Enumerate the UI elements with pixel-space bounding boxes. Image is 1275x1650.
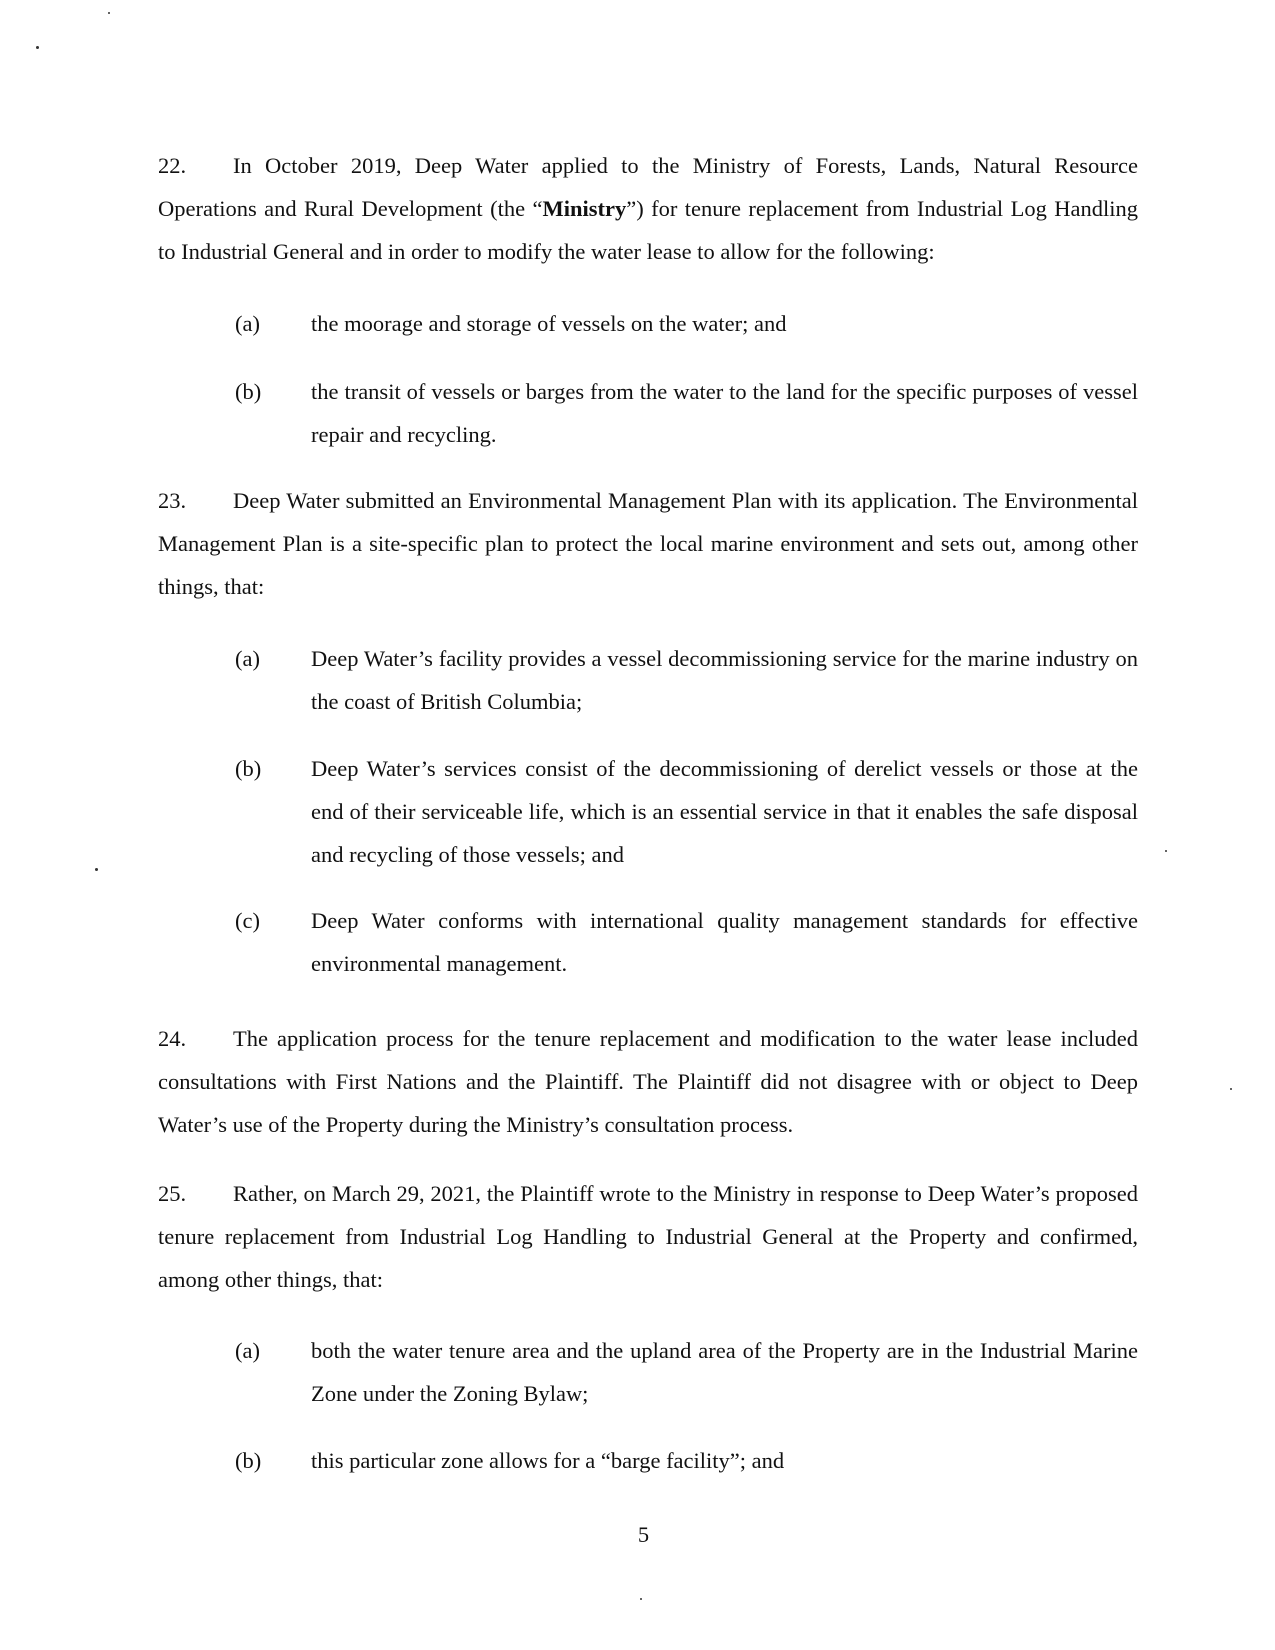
subitem-text: Deep Water conforms with international quality management standards for effective environmental management. [311, 908, 1138, 976]
page-number: 5 [637, 1522, 650, 1547]
subitem-text: Deep Water’s services consist of the decommissioning of derelict vessels or those at the end of their serviceable life, which is an essential service in that it enables the safe disposal and recycling of those vessels; and [311, 756, 1138, 867]
subitem-22a [235, 303, 1138, 346]
subitem-label: (b) [235, 756, 262, 781]
paragraph-23 [158, 480, 1138, 608]
subitem-label: (b) [235, 379, 262, 404]
paragraph-number: 22. [158, 153, 187, 178]
subitem-22b [235, 371, 1138, 457]
paragraph-number: 24. [158, 1026, 187, 1051]
scan-speck [1230, 1088, 1232, 1090]
subitem-label: (c) [235, 908, 260, 933]
paragraph-24 [158, 1018, 1138, 1146]
subitem-label: (a) [235, 1338, 260, 1363]
subitem-label: (a) [235, 646, 260, 671]
subitem-text: this particular zone allows for a “barge facility”; and [311, 1448, 785, 1473]
subitem-25a [235, 1330, 1138, 1416]
paragraph-text: Deep Water submitted an Environmental Management Plan with its application. The Environmental Management Plan is a site-specific plan to protect the local marine environment and sets out, among other things, that: [158, 488, 1138, 599]
subitem-23a [235, 638, 1138, 724]
subitem-label: (a) [235, 311, 260, 336]
subitem-text: Deep Water’s facility provides a vessel decommissioning service for the marine industry on the coast of British Columbia; [311, 646, 1138, 714]
scan-speck [640, 1598, 642, 1600]
paragraph-number: 25. [158, 1181, 187, 1206]
scan-speck [95, 868, 98, 871]
scan-speck [108, 12, 110, 14]
paragraph-text: The application process for the tenure replacement and modification to the water lease included consultations with First Nations and the Plaintiff. The Plaintiff did not disagree with or object to Deep Water’s use of the Property during the Ministry’s consultation process. [158, 1026, 1138, 1137]
paragraph-22 [158, 145, 1138, 273]
scan-speck [1165, 850, 1167, 852]
paragraph-text: In October 2019, Deep Water applied to the Ministry of Forests, Lands, Natural Resource Operations and Rural Development (the “ [158, 153, 1138, 221]
paragraph-number: 23. [158, 488, 187, 513]
paragraph-25 [158, 1173, 1138, 1301]
paragraph-text: ”) for tenure replacement from Industrial Log Handling to Industrial General and in order to modify the water lease to allow for the following: [158, 195, 1138, 264]
paragraph-text: Rather, on March 29, 2021, the Plaintiff wrote to the Ministry in response to Deep Water’s proposed tenure replacement from Industrial Log Handling to Industrial General at the Property and confirmed, among other things, that: [158, 1181, 1138, 1292]
subitem-text: the transit of vessels or barges from the water to the land for the specific purposes of vessel repair and recycling. [311, 379, 1138, 447]
subitem-text: both the water tenure area and the upland area of the Property are in the Industrial Marine Zone under the Zoning Bylaw; [311, 1338, 1138, 1406]
subitem-label: (b) [235, 1448, 262, 1473]
subitem-25b [235, 1440, 1138, 1483]
subitem-23c [235, 900, 1138, 986]
defined-term: Ministry [542, 195, 627, 221]
subitem-text: the moorage and storage of vessels on the water; and [311, 311, 787, 336]
subitem-23b [235, 748, 1138, 876]
scan-speck [36, 46, 39, 49]
